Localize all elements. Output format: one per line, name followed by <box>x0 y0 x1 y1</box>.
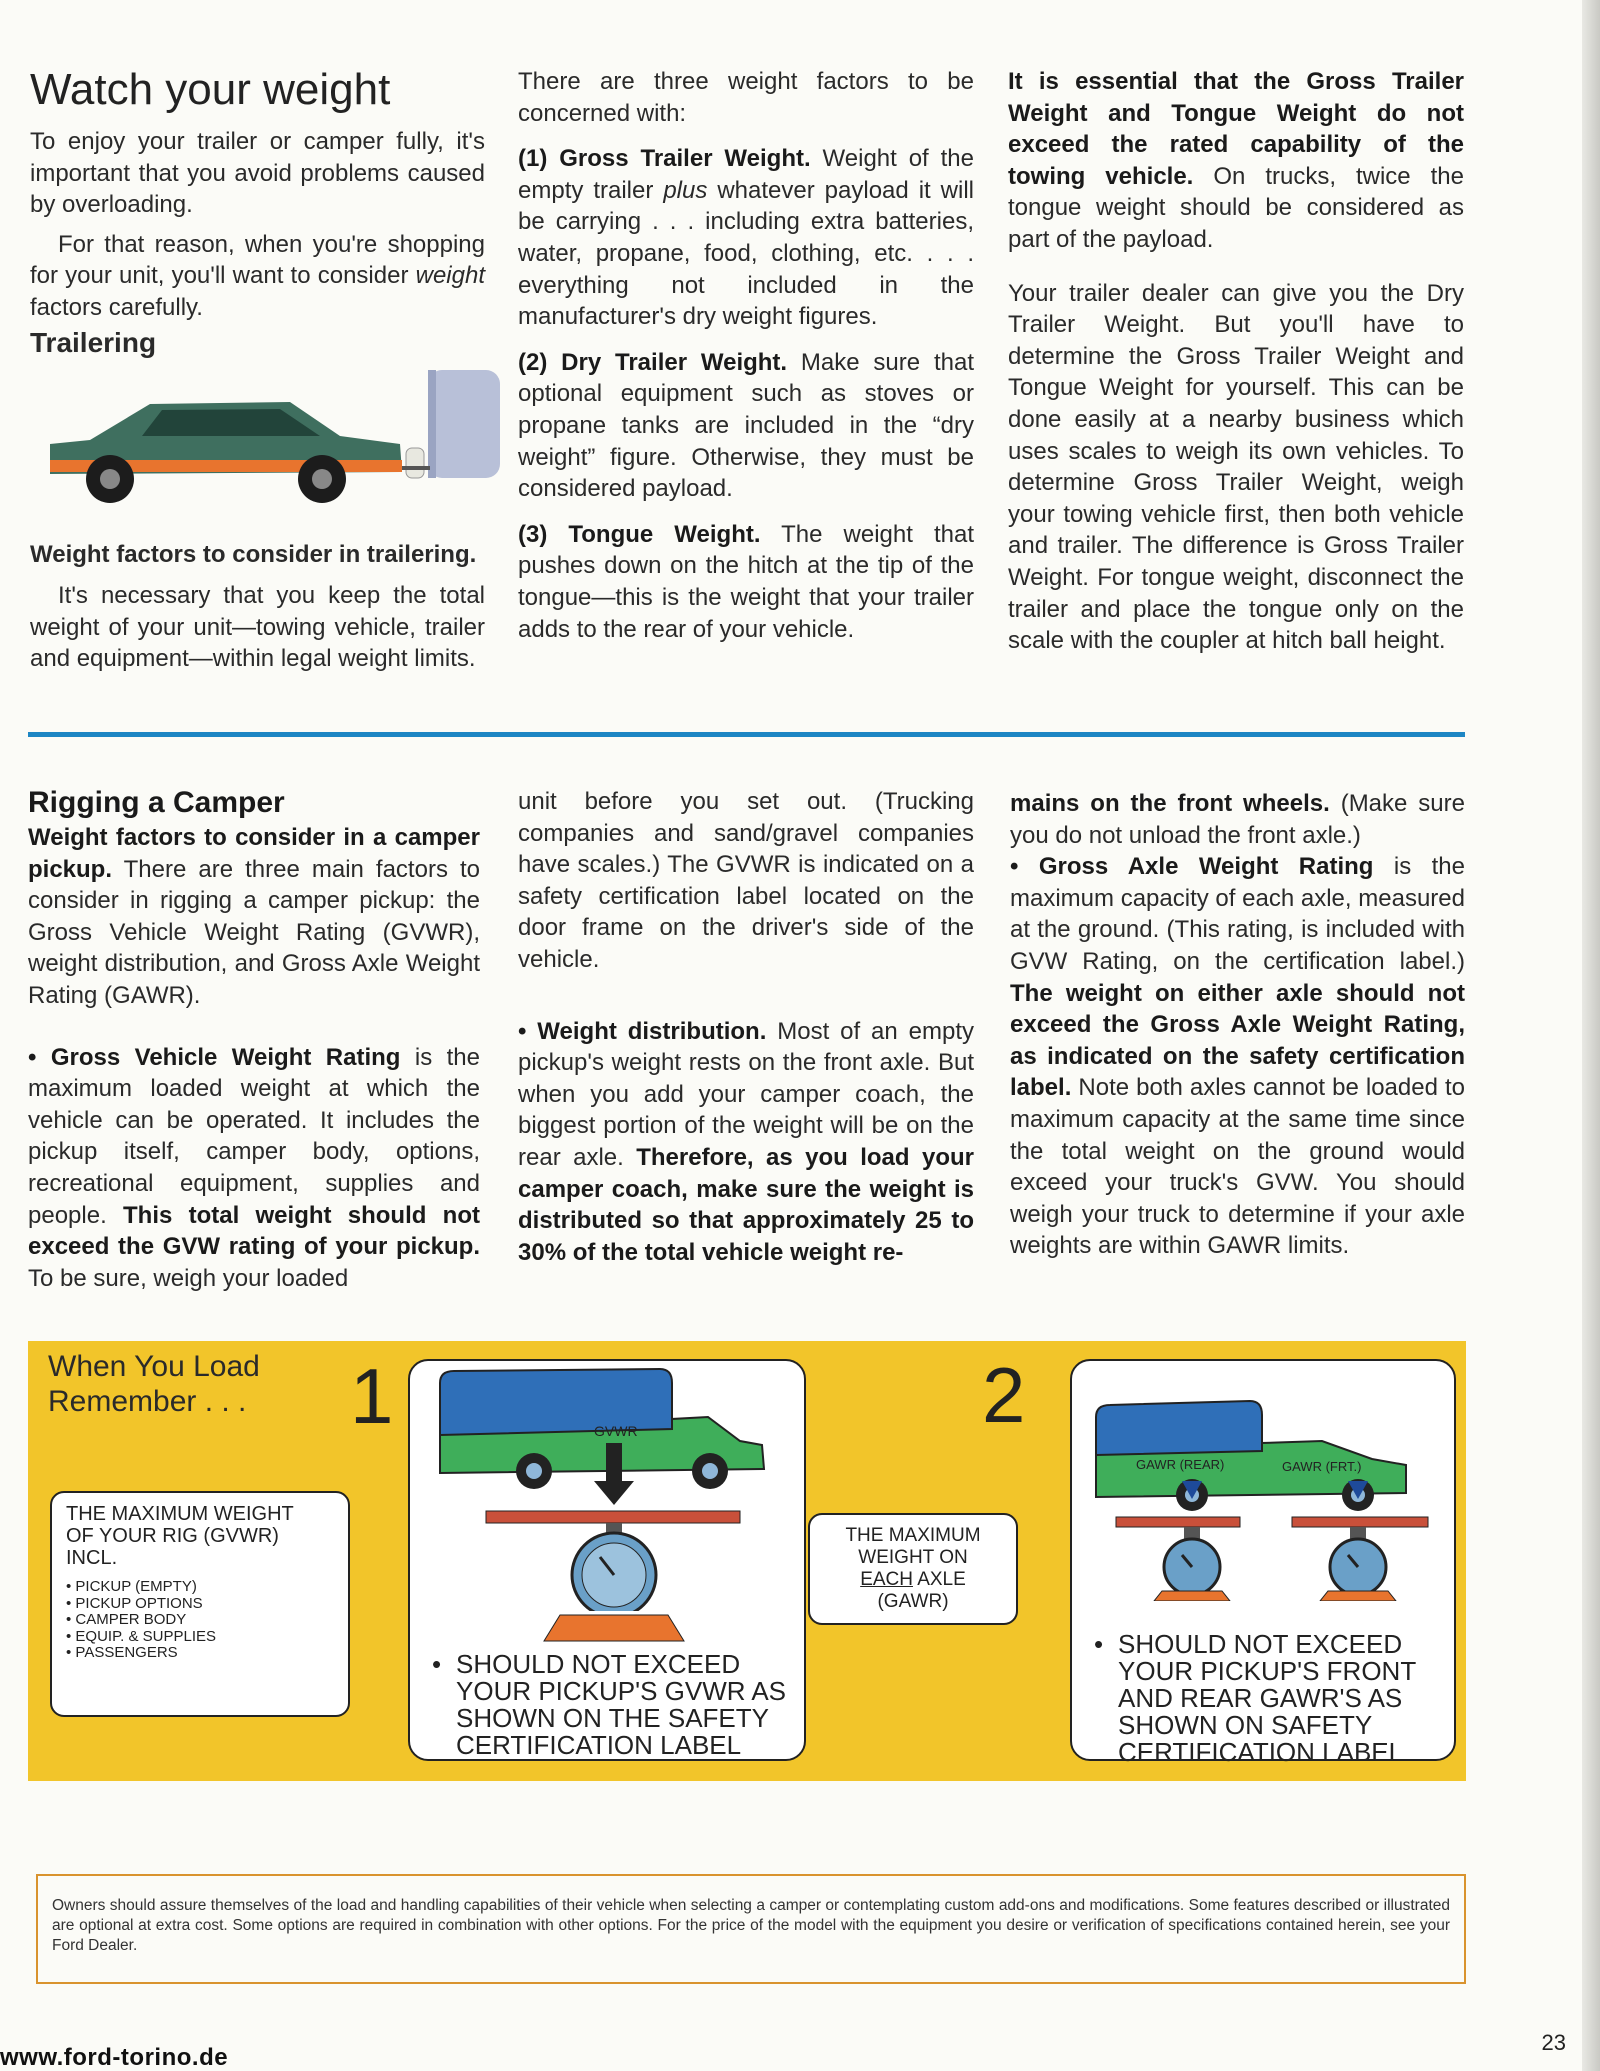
gawr-diagram-box <box>1070 1359 1456 1767</box>
gawr-label: Gross Axle Weight Rating <box>1038 853 1374 881</box>
gawr-callout-line4: (GAWR) <box>877 1591 949 1612</box>
gvwr-text: is the maximum loaded weight at which the vehicle can be operated. It includes the pickup itself, camper body, options, recreational equipment, supplies and people. <box>28 1043 480 1229</box>
distribution-bold: Therefore, as you load your camper coach, make sure the weight is distributed so that approximately 25 to 30% of the total vehicle weight re- <box>518 1143 974 1266</box>
gawr-paragraph <box>1010 851 1465 1262</box>
reason-text: For that reason, when you're shopping for your unit, you'll want to consider <box>30 230 485 290</box>
camper-factors-bold: Weight factors to consider in a camper pickup. <box>28 824 480 883</box>
three-factors-intro: There are three weight factors to be concerned with: <box>518 68 974 127</box>
gawr-tail: Note both axles cannot be loaded to maximum capacity at the same time since the total weight on the ground would exceed your truck's GVW. You should weigh your truck to determine if your axle weights are within GAWR limits. <box>1010 1074 1465 1260</box>
gvwr-truck-label: GVWR <box>594 1423 638 1439</box>
trailering-car-illustration <box>30 364 500 514</box>
tongue-text: The weight that pushes down on the hitch at the tip of the tongue—this is the weight that your trailer adds to the rear of your vehicle. <box>518 520 974 643</box>
gawr-callout <box>808 1513 1018 1625</box>
gawr-callout-line1: THE MAXIMUM <box>845 1525 981 1546</box>
essential-bold: It is essential that the Gross Trailer Weight and Tongue Weight do not exceed the rated capability of the towing vehicle. <box>1008 68 1464 190</box>
gawr-front-label: GAWR (FRT.) <box>1282 1459 1362 1474</box>
dry-label: (2) Dry Trailer Weight. <box>518 348 788 376</box>
top-column-1 <box>30 64 485 675</box>
gross-text: Weight of the empty trailer <box>518 145 974 204</box>
gvwr-label: Gross Vehicle Weight Rating <box>50 1043 401 1071</box>
gawr-bold: The weight on either axle should not exceed the Gross Axle Weight Rating, as indicated on the safety certification label. <box>1010 979 1465 1102</box>
distribution-paragraph <box>518 1016 974 1269</box>
dealer-paragraph: Your trailer dealer can give you the Dry Trailer Weight. But you'll have to determine the Gross Trailer Weight and Tongue Weight for yourself. This can be done easily at a nearby business which uses scales to weigh its own vehicles. To determine Gross Trailer Weight, weigh your towing vehicle first, then both vehicle and trailer. The difference is Gross Trailer Weight. For tongue weight, disconnect the trailer and place the tongue only on the scale with the coupler at hitch ball height. <box>1008 279 1464 655</box>
intro-paragraph: To enjoy your trailer or camper fully, it's important that you avoid problems caused by overloading. <box>30 128 485 219</box>
reason-paragraph <box>30 229 485 324</box>
watermark: www.ford-torino.de <box>0 2044 229 2071</box>
gawr-note-bullet: • <box>1094 1629 1104 1659</box>
gross-emphasis: plus <box>663 176 708 204</box>
gawr-callout-line2: WEIGHT ON <box>858 1547 968 1568</box>
list-item: • CAMPER BODY <box>66 1612 334 1629</box>
front-wheels-paragraph <box>1010 788 1465 851</box>
camper-factors-paragraph <box>28 822 480 1012</box>
trailer-factors-heading: Weight factors to consider in trailering. <box>30 541 477 569</box>
gvwr-scale-base <box>410 1609 808 1649</box>
tongue-weight <box>518 519 974 645</box>
top-column-2 <box>518 66 974 645</box>
gvwr-callout-line3: INCL. <box>66 1547 118 1569</box>
gvwr-diagram-box <box>408 1359 806 1761</box>
gawr-text: is the maximum capacity of each axle, measured at the ground. (This rating, is included with GVW Rating, on the certification label.) <box>1010 853 1465 975</box>
distribution-bullet: • <box>518 1017 527 1045</box>
top-column-3 <box>1008 66 1464 657</box>
gross-tail: whatever payload it will be carrying . . . including extra batteries, water, propane, food, clothing, etc. . . . everything not included in the manufacturer's dry weight figures. <box>518 176 975 331</box>
gawr-bullet: • <box>1010 853 1019 881</box>
disclaimer-box <box>36 1874 1466 1984</box>
gvwr-truck-scale-illustration <box>410 1361 808 1611</box>
gawr-note-text: SHOULD NOT EXCEED YOUR PICKUP'S FRONT AND REAR GAWR'S AS SHOWN ON SAFETY CERTIFICATION LABEL <box>1118 1629 1416 1767</box>
page-number: 23 <box>1541 2030 1566 2055</box>
reason-tail: factors carefully. <box>30 293 203 321</box>
essential-paragraph <box>1008 66 1464 256</box>
distribution-text: Most of an empty pickup's weight rests on the front axle. But when you add your camper coach, the biggest portion of the weight will be on the rear axle. <box>518 1017 974 1171</box>
trailering-heading: Trailering <box>30 326 157 358</box>
disclaimer-text: Owners should assure themselves of the load and handling capabilities of their vehicle when selecting a camper or contemplating custom add-ons and modifications. Some features described or illustrated are optional at extra cost. Some options are required in combination with other options. For the price of the model with the equipment you desire or verification of specifications contained herein, see your Ford Dealer. <box>52 1897 1450 1954</box>
section-divider <box>28 732 1465 737</box>
gawr-note <box>1094 1629 1448 1767</box>
panel-title-line1: When You Load <box>48 1350 260 1383</box>
list-item: • PASSENGERS <box>66 1645 334 1662</box>
gvwr-note-text: SHOULD NOT EXCEED YOUR PICKUP'S GVWR AS SHOWN ON THE SAFETY CERTIFICATION LABEL <box>456 1649 787 1760</box>
list-item: • PICKUP OPTIONS <box>66 1596 334 1613</box>
gross-label: (1) Gross Trailer Weight. <box>518 145 811 173</box>
reason-emphasis: weight <box>415 262 485 290</box>
unit-paragraph: unit before you set out. (Trucking companies and sand/gravel companies have scales.) The GVWR is indicated on a safety certification label located on the door frame on the driver's side of the vehicle. <box>518 788 974 973</box>
gvwr-paragraph <box>28 1042 480 1295</box>
step-number-1: 1 <box>350 1352 394 1440</box>
gawr-rear-label: GAWR (REAR) <box>1136 1457 1225 1472</box>
when-you-load-panel <box>28 1341 1466 1781</box>
distribution-label: Weight distribution. <box>537 1017 767 1045</box>
gvwr-callout-line1: THE MAXIMUM WEIGHT <box>66 1503 294 1525</box>
essential-text: On trucks, twice the tongue weight should be considered as part of the payload. <box>1008 162 1464 253</box>
panel-title <box>48 1349 260 1419</box>
tongue-label: (3) Tongue Weight. <box>518 520 761 548</box>
list-item: • EQUIP. & SUPPLIES <box>66 1629 334 1646</box>
bottom-column-2 <box>518 786 974 1268</box>
gvwr-note <box>432 1649 792 1760</box>
gvwr-callout-line2: OF YOUR RIG (GVWR) <box>66 1525 279 1547</box>
step-number-2: 2 <box>982 1351 1026 1439</box>
gvwr-tail: To be sure, weigh your loaded <box>28 1264 349 1292</box>
page-edge <box>1582 0 1600 2071</box>
page-title: Watch your weight <box>30 65 391 114</box>
gvwr-bullet: • <box>28 1043 37 1071</box>
front-wheels-bold: mains on the front wheels. <box>1010 790 1330 817</box>
bottom-column-1 <box>28 784 480 1294</box>
panel-title-line2: Remember . . . <box>48 1385 247 1418</box>
list-item: • PICKUP (EMPTY) <box>66 1579 334 1596</box>
gawr-callout-line3 <box>824 1569 1002 1591</box>
gawr-truck-scales-illustration <box>1072 1361 1458 1601</box>
rigging-heading: Rigging a Camper <box>28 786 285 819</box>
camper-factors-text: There are three main factors to consider in rigging a camper pickup: the Gross Vehicle Weight Rating (GVWR), weight distribution, and Gross Axle Weight Rating (GAWR). <box>28 855 480 1009</box>
front-wheels-text: (Make sure you do not unload the front axle.) <box>1010 790 1465 849</box>
gawr-callout-axle: AXLE <box>912 1569 966 1590</box>
gvwr-callout <box>50 1491 350 1717</box>
gvwr-note-bullet: • <box>432 1649 442 1679</box>
trailer-factors-text: It's necessary that you keep the total weight of your unit—towing vehicle, trailer and equipment—within legal weight limits. <box>30 582 485 673</box>
gvwr-items-list <box>66 1579 334 1662</box>
gawr-callout-each: EACH <box>860 1569 913 1590</box>
dry-trailer-weight <box>518 347 974 505</box>
dry-text: Make sure that optional equipment such as stoves or propane tanks are included in the “dry weight” figure. Otherwise, they must be considered payload. <box>518 348 974 503</box>
gvwr-bold: This total weight should not exceed the GVW rating of your pickup. <box>28 1201 480 1261</box>
gross-trailer-weight <box>518 143 974 333</box>
bottom-column-3 <box>1010 788 1465 1262</box>
